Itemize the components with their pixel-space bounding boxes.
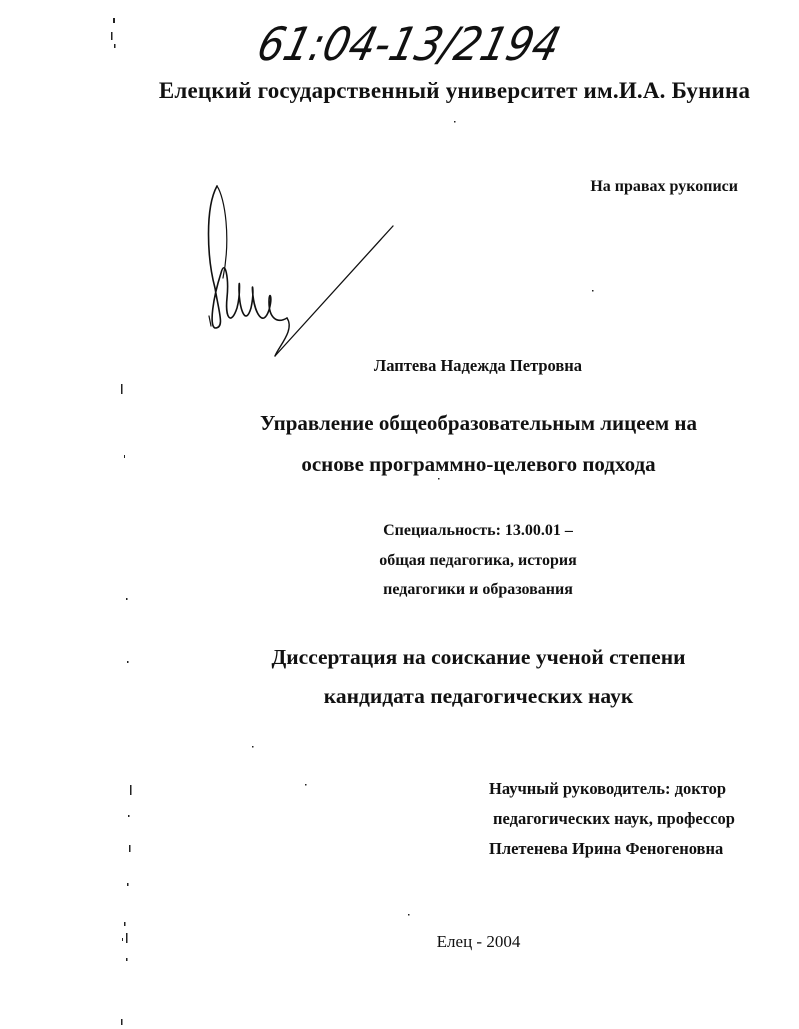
specialty-line-3: педагогики и образования	[383, 581, 573, 598]
dissertation-title-line-1: Управление общеобразовательным лицеем на	[259, 411, 698, 435]
specialty-line-2: общая педагогика, история	[379, 552, 577, 569]
specialty-line-1: Специальность: 13.00.01 –	[383, 522, 573, 539]
supervisor-line-2: педагогических наук, профессор	[493, 809, 735, 828]
handwritten-archive-code	[0, 0, 799, 80]
degree-line-2: кандидата педагогических наук	[323, 684, 634, 708]
author-signature	[195, 178, 415, 363]
archive-code-text: 61:04-13/2194	[252, 18, 606, 72]
manuscript-rights-label: На правах рукописи	[590, 178, 738, 195]
degree-line-1: Диссертация на соискание ученой степени	[271, 645, 686, 669]
university-name: Елецкий государственный университет им.И.А. Бунина	[158, 78, 751, 103]
city-year: Елец - 2004	[436, 932, 521, 951]
supervisor-line-3: Плетенева Ирина Феногеновна	[489, 839, 724, 858]
dissertation-title-line-2: основе программно-целевого подхода	[301, 452, 656, 476]
author-name: Лаптева Надежда Петровна	[373, 356, 583, 375]
supervisor-line-1: Научный руководитель: доктор	[489, 779, 727, 798]
